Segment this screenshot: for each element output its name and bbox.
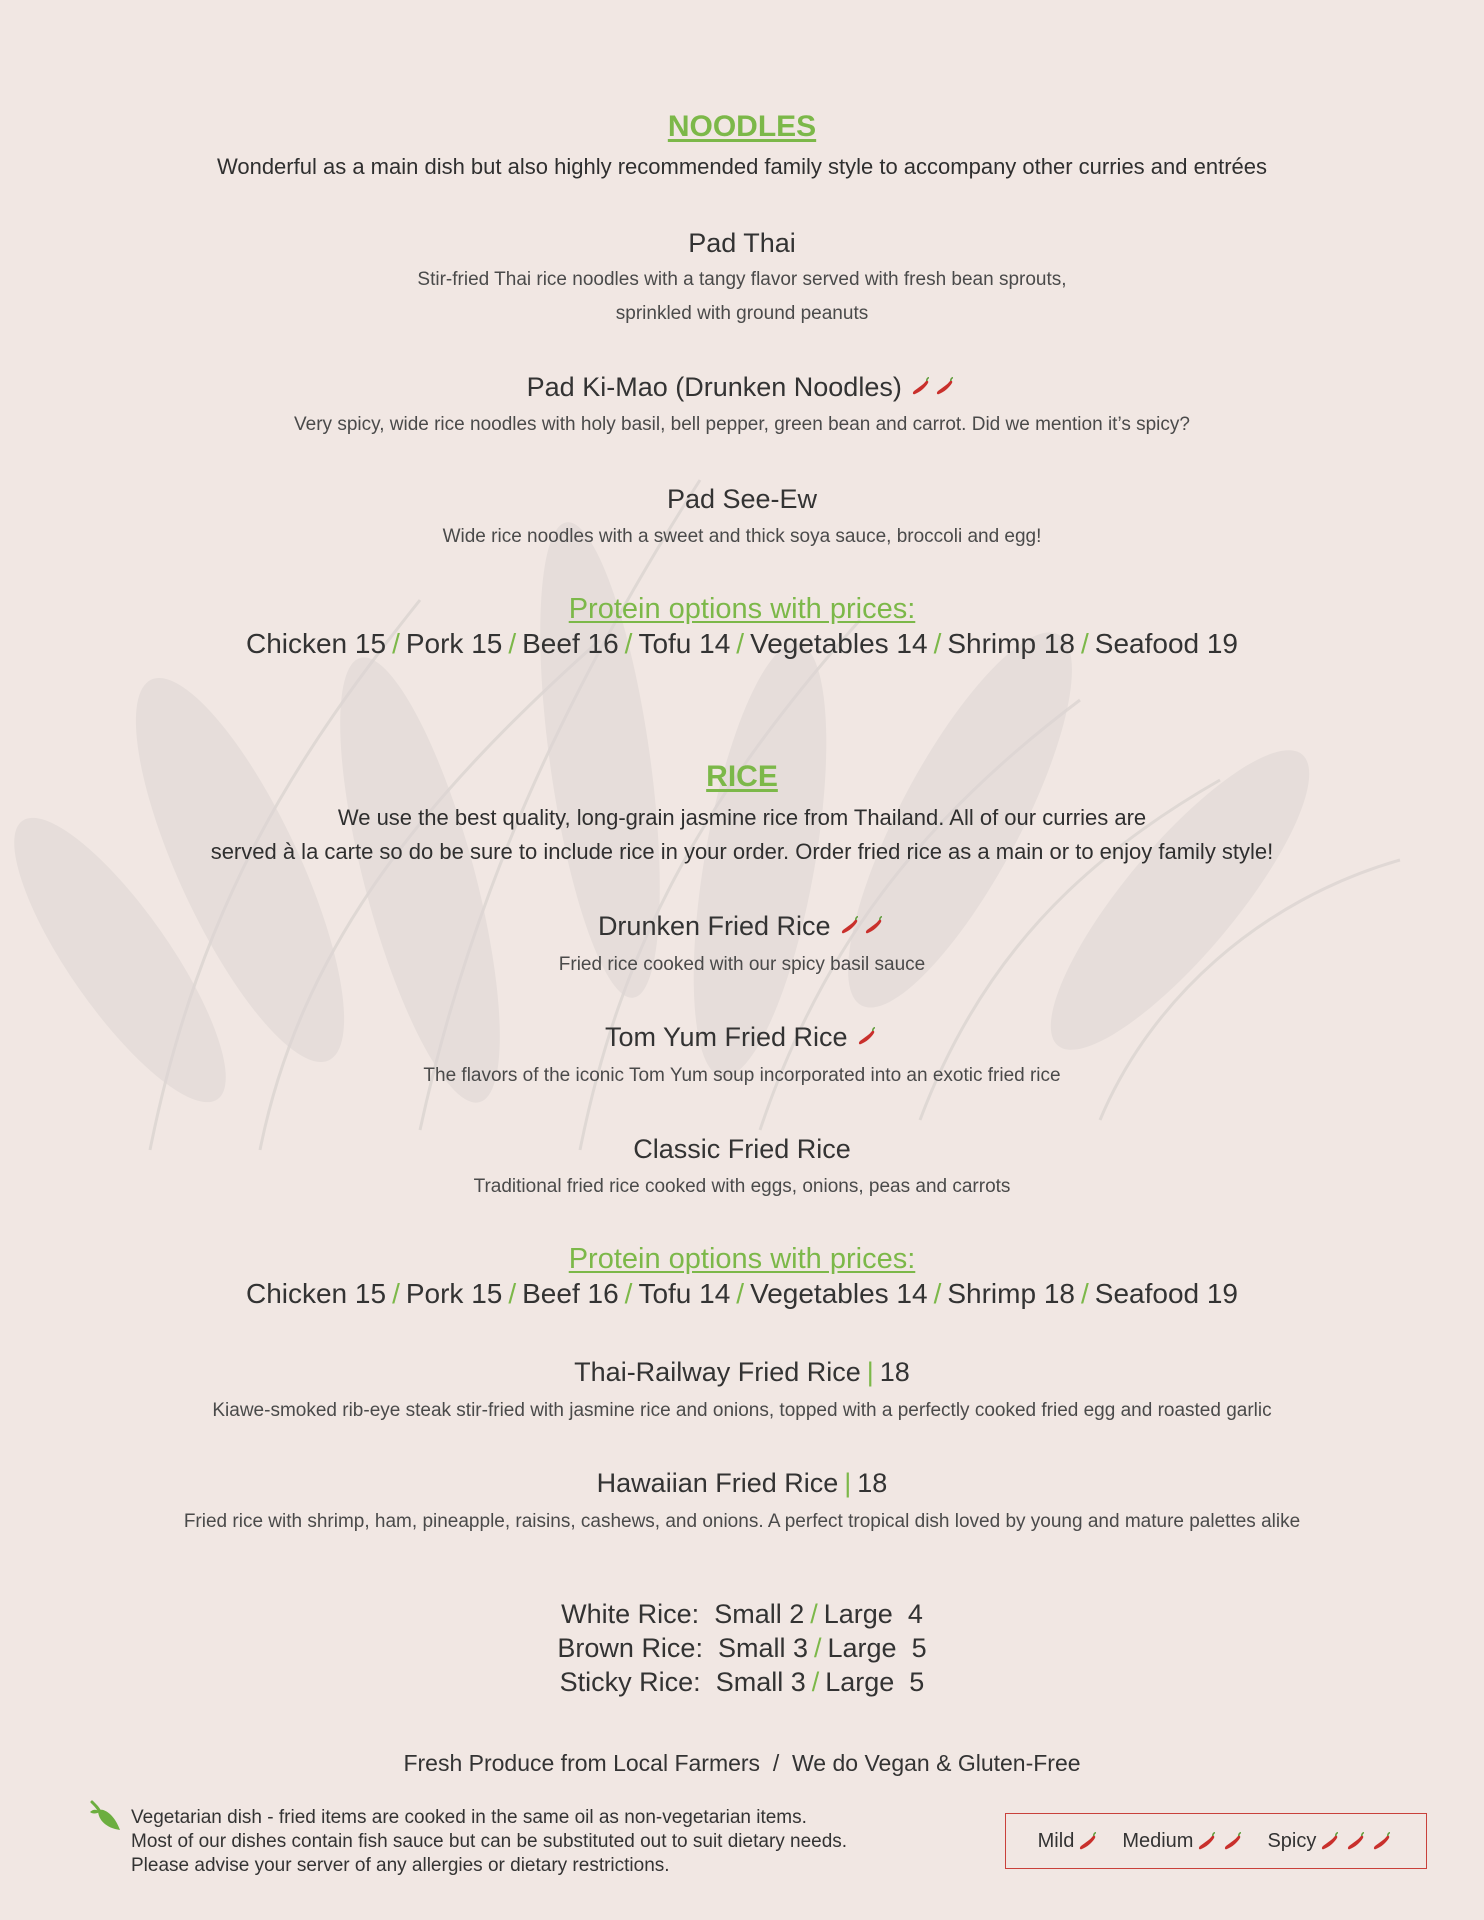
dish-name-drunken-fried-rice: Drunken Fried Rice xyxy=(597,911,831,941)
dish-desc-hawaiian: Fried rice with shrimp, ham, pineapple, raisins, cashews, and onions. A perfect tropical dish loved by young and mature palettes alike xyxy=(183,1511,1301,1532)
dish-desc-tom-yum-fried-rice: The flavors of the iconic Tom Yum soup incorporated into an exotic fried rice xyxy=(423,1065,1061,1086)
dish-desc-pad-ki-mao: Very spicy, wide rice noodles with holy basil, bell pepper, green bean and carrot. Did we mention it’s spicy? xyxy=(294,414,1190,435)
protein-pork: Pork 15 xyxy=(405,628,503,659)
dish-desc-pad-thai-2: sprinkled with ground peanuts xyxy=(615,303,869,324)
chili-pepper-icon xyxy=(1318,1829,1342,1853)
dish-desc-pad-thai-1: Stir-fried Thai rice noodles with a tangy flavor served with fresh bean sprouts, xyxy=(417,269,1067,290)
protein-chicken: Chicken 15 xyxy=(245,628,387,659)
rice-section-title: RICE xyxy=(706,760,778,793)
dish-drunken-fried-rice xyxy=(0,911,1484,942)
dish-thai-railway-fried-rice: Thai-Railway Fried Rice | 18 xyxy=(574,1357,910,1387)
chili-pepper-icon xyxy=(909,374,933,398)
dish-price-thai-railway: 18 xyxy=(879,1357,910,1387)
protein-vegetables: Vegetables 14 xyxy=(750,628,928,659)
chili-pepper-icon xyxy=(1195,1829,1219,1853)
footer-tagline: Fresh Produce from Local Farmers / We do Vegan & Gluten-Free xyxy=(403,1750,1081,1776)
rice-protein-title: Protein options with prices: xyxy=(568,1243,916,1275)
rice-intro-1: We use the best quality, long-grain jasmine rice from Thailand. All of our curries are xyxy=(337,805,1147,830)
chili-pepper-icon xyxy=(933,374,957,398)
noodles-intro: Wonderful as a main dish but also highly recommended family style to accompany other curries and entrées xyxy=(216,154,1267,179)
dish-desc-drunken-fried-rice: Fried rice cooked with our spicy basil sauce xyxy=(558,954,926,975)
protein-seafood: Seafood 19 xyxy=(1094,1278,1239,1309)
dish-hawaiian-fried-rice: Hawaiian Fried Rice | 18 xyxy=(596,1468,888,1498)
plain-rice-row-white: White Rice: Small 2 / Large 4 xyxy=(561,1599,923,1629)
footer-note-fish-sauce: Most of our dishes contain fish sauce but can be substituted out to suit dietary needs. xyxy=(131,1831,848,1852)
legend-spicy: Spicy xyxy=(1267,1829,1394,1853)
tagline-vegan-gluten-free: We do Vegan & Gluten-Free xyxy=(792,1750,1081,1776)
protein-beef: Beef 16 xyxy=(522,628,619,659)
protein-tofu: Tofu 14 xyxy=(638,628,731,659)
dish-tom-yum-fried-rice xyxy=(0,1022,1484,1053)
noodles-protein-list: Chicken 15 / Pork 15 / Beef 16 / Tofu 14 / Vegetables 14 / Shrimp 18 / Seafood 19 xyxy=(245,628,1239,659)
footer-notes xyxy=(131,1806,847,1878)
dish-name-pad-thai: Pad Thai xyxy=(688,228,796,258)
footer-note-allergies: Please advise your server of any allergies or dietary restrictions. xyxy=(131,1855,670,1876)
dish-name-tom-yum-fried-rice: Tom Yum Fried Rice xyxy=(604,1022,848,1052)
spice-legend xyxy=(1005,1813,1427,1869)
dish-name-thai-railway: Thai-Railway Fried Rice xyxy=(574,1357,861,1387)
protein-tofu: Tofu 14 xyxy=(638,1278,731,1309)
dish-desc-pad-see-ew: Wide rice noodles with a sweet and thick soya sauce, broccoli and egg! xyxy=(442,526,1042,547)
dish-pad-ki-mao xyxy=(0,372,1484,403)
chili-pepper-icon xyxy=(855,1024,879,1048)
protein-shrimp: Shrimp 18 xyxy=(947,628,1075,659)
dish-desc-thai-railway: Kiawe-smoked rib-eye steak stir-fried with jasmine rice and onions, topped with a perfectly cooked fried egg and roasted garlic xyxy=(212,1400,1272,1421)
legend-mild: Mild xyxy=(1038,1829,1101,1853)
chili-pepper-icon xyxy=(1221,1829,1245,1853)
chili-pepper-icon xyxy=(1344,1829,1368,1853)
plain-rice-row-sticky: Sticky Rice: Small 3 / Large 5 xyxy=(559,1667,925,1697)
chili-pepper-icon xyxy=(862,913,886,937)
dish-name-classic-fried-rice: Classic Fried Rice xyxy=(633,1134,851,1164)
rice-protein-list: Chicken 15 / Pork 15 / Beef 16 / Tofu 14 / Vegetables 14 / Shrimp 18 / Seafood 19 xyxy=(245,1278,1239,1309)
protein-chicken: Chicken 15 xyxy=(245,1278,387,1309)
rice-intro-2: served à la carte so do be sure to include rice in your order. Order fried rice as a main or to enjoy family style! xyxy=(210,839,1274,864)
dish-name-hawaiian: Hawaiian Fried Rice xyxy=(596,1468,839,1498)
chili-pepper-icon xyxy=(838,913,862,937)
tagline-local-farmers: Fresh Produce from Local Farmers xyxy=(403,1750,761,1776)
protein-vegetables: Vegetables 14 xyxy=(750,1278,928,1309)
chili-pepper-icon xyxy=(1370,1829,1394,1853)
plain-rice-row-brown: Brown Rice: Small 3 / Large 5 xyxy=(557,1633,927,1663)
leaf-icon xyxy=(86,1798,122,1834)
footer-note-vegetarian: Vegetarian dish - fried items are cooked in the same oil as non-vegetarian items. xyxy=(131,1807,807,1828)
dish-name-pad-ki-mao: Pad Ki-Mao (Drunken Noodles) xyxy=(526,372,902,402)
dish-name-pad-see-ew: Pad See-Ew xyxy=(666,484,818,514)
protein-beef: Beef 16 xyxy=(522,1278,619,1309)
dish-price-hawaiian: 18 xyxy=(857,1468,888,1498)
chili-pepper-icon xyxy=(1076,1829,1100,1853)
protein-pork: Pork 15 xyxy=(405,1278,503,1309)
noodles-section-title: NOODLES xyxy=(667,110,817,143)
noodles-protein-title: Protein options with prices: xyxy=(568,593,916,625)
legend-medium: Medium xyxy=(1122,1829,1245,1853)
protein-seafood: Seafood 19 xyxy=(1094,628,1239,659)
dish-desc-classic-fried-rice: Traditional fried rice cooked with eggs, onions, peas and carrots xyxy=(473,1176,1011,1197)
protein-shrimp: Shrimp 18 xyxy=(947,1278,1075,1309)
plain-rice-prices xyxy=(0,1597,1484,1699)
